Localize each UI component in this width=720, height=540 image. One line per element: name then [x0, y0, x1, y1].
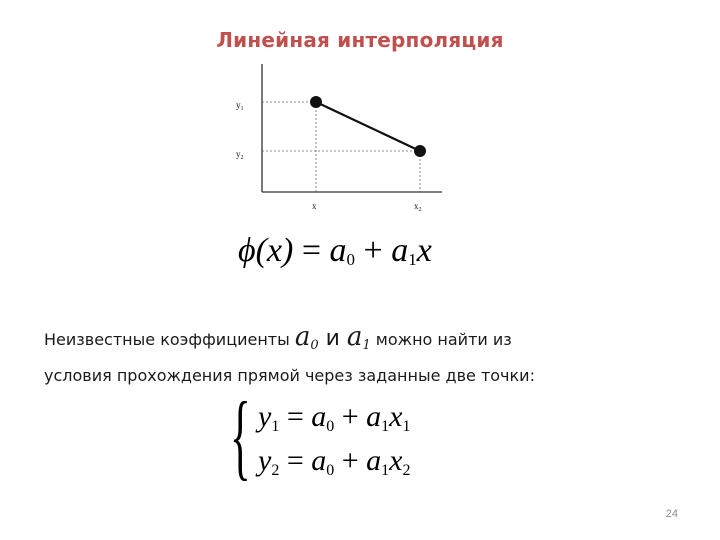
text-a1-sub: 1	[362, 338, 371, 354]
text-part1: Неизвестные коэффициенты	[44, 330, 295, 349]
x2-label: $x_2$	[414, 201, 422, 213]
point-2	[414, 145, 426, 157]
eq2-a0: a	[311, 444, 327, 477]
formula-plus: +	[355, 232, 392, 269]
equation-system	[230, 382, 500, 490]
text-a0-sub: 0	[310, 338, 319, 354]
eq1-x: x	[389, 400, 403, 433]
equation-2	[258, 444, 411, 478]
eq1-y: y	[258, 400, 272, 433]
formula-arg: (x)	[255, 232, 294, 269]
eq2-x: x	[389, 444, 403, 477]
equation-1	[258, 400, 411, 434]
interpolation-line	[316, 102, 420, 151]
text-and: и	[318, 326, 347, 351]
formula-equals: =	[293, 232, 330, 269]
eq1-x-sub: 1	[402, 418, 411, 435]
eq2-equals: =	[279, 444, 312, 477]
formula-a1-sub: 1	[408, 250, 417, 269]
eq1-y-sub: 1	[271, 418, 280, 435]
eq1-a1-sub: 1	[381, 418, 390, 435]
page-number: 24	[665, 508, 678, 520]
text-a1: a	[346, 322, 363, 352]
text-part2: можно найти из	[370, 330, 512, 349]
x1-label: x	[312, 201, 317, 211]
system-brace: {	[230, 382, 251, 489]
graph-svg	[230, 58, 445, 218]
formula-a0: a	[329, 232, 347, 269]
y1-label: $y_1$	[236, 100, 244, 112]
y2-label: $y_2$	[236, 149, 244, 161]
eq1-equals: =	[279, 400, 312, 433]
eq1-a0-sub: 0	[326, 418, 335, 435]
point-1	[310, 96, 322, 108]
interpolation-graph	[230, 58, 445, 218]
eq2-a1: a	[366, 444, 382, 477]
eq2-a0-sub: 0	[326, 462, 335, 479]
eq2-x-sub: 2	[402, 462, 411, 479]
text-line2: условия прохождения прямой через заданные две точки:	[44, 366, 535, 386]
eq2-plus: +	[334, 444, 367, 477]
formula-a0-sub: 0	[346, 250, 356, 269]
eq2-a1-sub: 1	[381, 462, 390, 479]
text-a0: a	[294, 322, 311, 352]
phi-symbol: ϕ	[238, 232, 256, 269]
eq1-a1: a	[366, 400, 382, 433]
slide-title: Линейная интерполяция	[216, 28, 504, 52]
interpolation-formula	[238, 232, 432, 270]
eq1-a0: a	[311, 400, 327, 433]
eq1-plus: +	[334, 400, 367, 433]
eq2-y: y	[258, 444, 272, 477]
formula-x: x	[416, 232, 432, 269]
explanation-text	[44, 322, 684, 391]
formula-a1: a	[391, 232, 409, 269]
eq2-y-sub: 2	[271, 462, 280, 479]
